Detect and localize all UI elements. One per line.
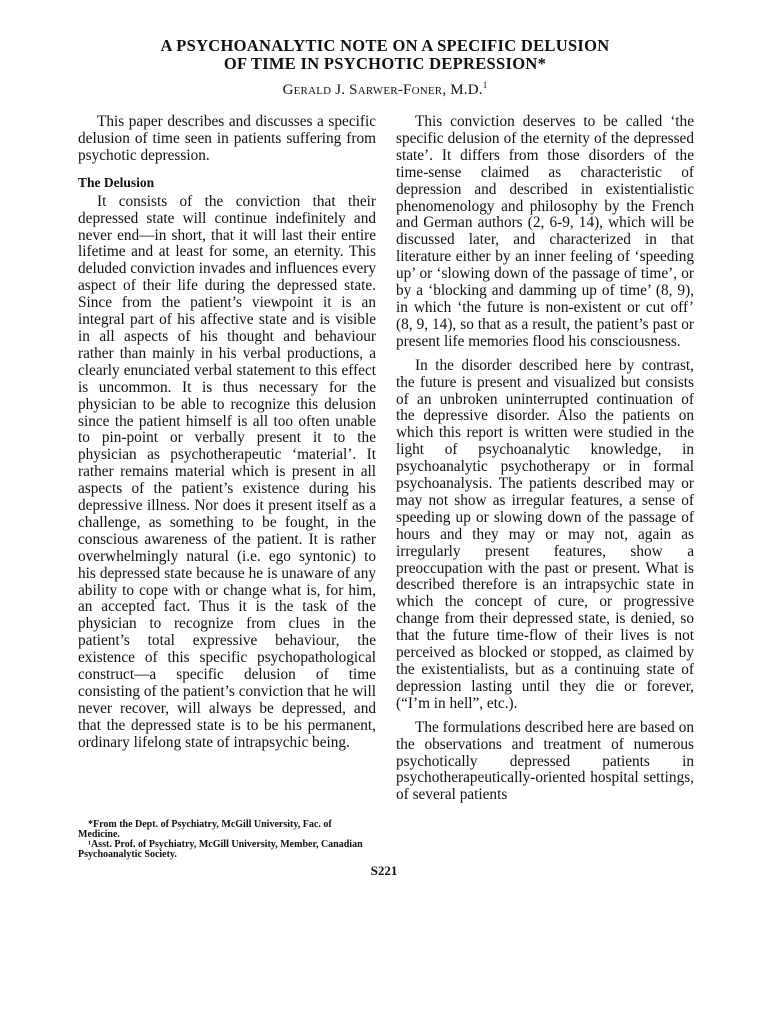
right-paragraph-1: This conviction deserves to be called ‘the specific delusion of the eternity of the depressed state’. It differs from those disorders of the time-sense claimed as characteristic of depression and described in existentialistic phenomenology and philosophy by the French and German authors (2, 6-9, 14), which will be discussed later, and characterized in that literature either by an inner feeling of ‘speeding up’ or ‘slowing down of the passage of time’, or by a ‘blocking and damming up of time’ (8, 9), in which ‘the future is non-existent or cut off’ (8, 9, 14), so that as a result, the patient’s past or present life memories flood his consciousness. [396,113,694,350]
title-line-1: A PSYCHOANALYTIC NOTE ON A SPECIFIC DELUSION [160,36,610,55]
right-column [396,114,694,804]
delusion-paragraph: It consists of the conviction that their depressed state will continue indefinitely and never end—in short, that it will last their entire lifetime and at least for some, an eternity. This deluded conviction invades and influences every aspect of their life during the depressed state. Since from the patient’s viewpoint it is an integral part of his affective state and is visible in all aspects of his thought and behaviour rather than mainly in his verbal productions, a clearly enunciated verbal statement to this effect is uncommon. It is thus necessary for the physician to be able to recognize this delusion since the patient himself is all too often unable to pin-point or verbally present it to the physician as psychotherapeutic ‘material’. It rather remains material which is present in all aspects of the patient’s existence during his depressive illness. Nor does it present itself as a challenge, as something to be fought, in the conscious awareness of the patient. It is rather overwhelmingly natural (i.e. ego syntonic) to his depressed state because he is unaware of any ability to cope with or change what is, for him, an accepted fact. Thus it is the task of the physician to recognize from clues in the patient’s total expressive behaviour, the existence of this specific psychopathological construct—a specific delusion of time consisting of the patient’s conviction that he will never recover, will always be depressed, and that the depressed state is to be his permanent, ordinary lifelong state of intrapsychic being. [78,192,376,751]
paper-title [60,37,710,73]
author-footnote-mark: 1 [482,80,488,90]
footnote-2: ¹Asst. Prof. of Psychiatry, McGill University, Member, Canadian Psychoanalytic Society. [78,839,363,860]
intro-paragraph: This paper describes and discusses a specific delusion of time seen in patients suffering from psychotic depression. [78,113,376,164]
author-degree: , M.D. [442,82,483,98]
right-paragraph-2: In the disorder described here by contrast, the future is present and visualized but consists of an unbroken uninterrupted continuation of the depressive disorder. Also the patients on which this report is written were studied in the light of psychoanalytic knowledge, in psychoanalytic psychotherapy or in formal psychoanalysis. The patients described may or may not show as irregular features, a sense of speeding up or slowing down of the passage of hours and they may or may not, again as irregularly present features, show a preoccupation with the past or present. What is described therefore is an intrapsychic state in which the concept of cure, or progressive change from their depressed state, is denied, so that the future time-flow of their lives is not perceived as blocked or stopped, as claimed by the existentialists, but as a continuing state of depression lasting until they die or forever, (“I’m in hell”, etc.). [396,356,694,712]
right-paragraph-3: The formulations described here are based on the observations and treatment of numerous psychotically depressed patients in psychotherapeutically-oriented hospital settings, of several patients [396,718,694,804]
title-line-2: OF TIME IN PSYCHOTIC DEPRESSION* [223,54,547,73]
footnote-1: *From the Dept. of Psychiatry, McGill University, Fac. of Medicine. [78,819,332,840]
author-name: Gerald J. Sarwer-Foner [282,82,443,98]
footnotes [78,820,376,860]
left-column [78,114,376,752]
page-number: S221 [370,863,398,878]
section-heading: The Delusion [78,174,155,190]
author-line [60,80,710,99]
